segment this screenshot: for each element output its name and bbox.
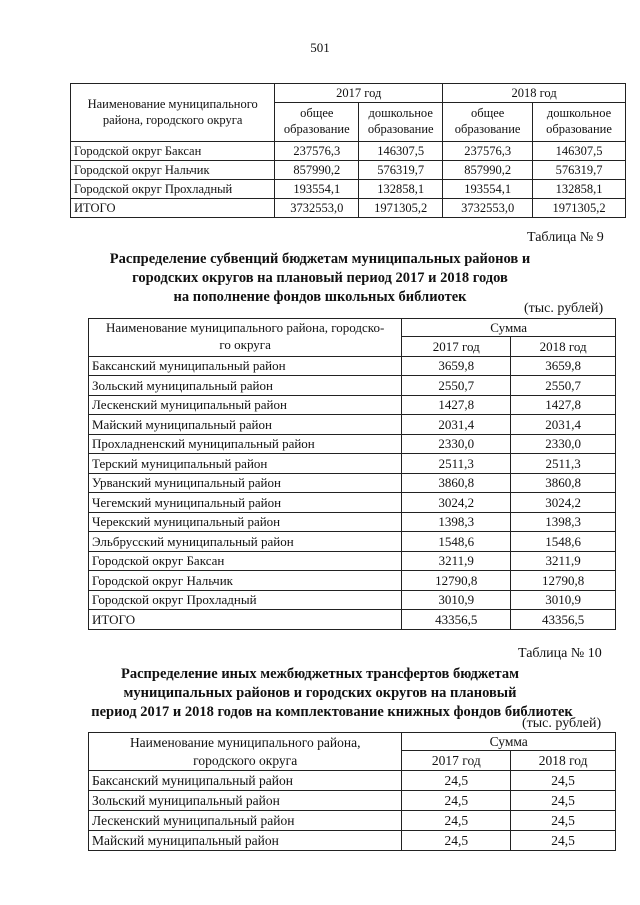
row-name: Городской округ Нальчик [71,161,275,180]
cell-value: 2511,3 [402,454,511,474]
cell-value: 1971305,2 [533,199,626,218]
table-number: Таблица № 9 [527,230,604,245]
cell-value: 24,5 [511,831,616,851]
cell-value: 3024,2 [402,493,511,513]
row-name: Городской округ Баксан [71,142,275,161]
row-name: Городской округ Нальчик [89,571,402,591]
cell-value: 24,5 [402,811,511,831]
header-line: го округа [219,337,271,353]
table-title-line: Распределение иных межбюджетных трансфертов бюджетам [121,666,519,682]
row-name: Городской округ Прохладный [71,180,275,199]
table-row [89,571,616,591]
row-name: Зольский муниципальный район [89,376,402,396]
cell-value: 146307,5 [533,142,626,161]
table-row [89,434,616,454]
table-row [89,493,616,513]
cell-value: 2031,4 [402,415,511,435]
table-row-total [71,199,626,218]
table-school-library-subventions [88,318,616,630]
cell-value: 3010,9 [511,590,616,610]
cell-value: 1398,3 [511,512,616,532]
row-name: ИТОГО [89,610,402,630]
cell-value: 237576,3 [443,142,533,161]
cell-value: 1398,3 [402,512,511,532]
column-header-preschool: дошкольное образование [359,103,443,142]
table-row [71,161,626,180]
column-header-year-2017: 2017 год [275,84,443,103]
table-row [71,142,626,161]
cell-value: 1548,6 [511,532,616,552]
cell-value: 3860,8 [402,473,511,493]
table-row [89,551,616,571]
table-row [89,356,616,376]
cell-value: 3860,8 [511,473,616,493]
cell-value: 576319,7 [359,161,443,180]
page-number: 501 [310,40,330,55]
cell-value: 1427,8 [402,395,511,415]
cell-value: 1971305,2 [359,199,443,218]
table-number: Таблица № 10 [518,646,602,661]
table-education-subventions [70,83,626,218]
column-header-name [89,733,402,771]
cell-value: 2550,7 [511,376,616,396]
cell-value: 132858,1 [359,180,443,199]
table-title-line: период 2017 и 2018 годов на комплектование книжных фондов библиотек [91,704,573,720]
column-header-year-2018: 2018 год [511,751,616,771]
header-line: городского округа [193,752,298,768]
column-header-general: общее образование [275,103,359,142]
row-name: Баксанский муниципальный район [89,356,402,376]
table-row [89,473,616,493]
cell-value: 24,5 [511,791,616,811]
table-row [89,771,616,791]
column-header-year-2018: 2018 год [443,84,626,103]
row-name: Городской округ Прохладный [89,590,402,610]
cell-value: 24,5 [511,771,616,791]
column-header-name [89,319,402,357]
cell-value: 12790,8 [511,571,616,591]
cell-value: 576319,7 [533,161,626,180]
header-line: Наименование муниципального района, [129,734,361,750]
table-title-line: городских округов на плановый период 2017 и 2018 годов [132,270,508,286]
table-row [89,395,616,415]
table-row [89,590,616,610]
cell-value: 24,5 [402,831,511,851]
cell-value: 3659,8 [402,356,511,376]
column-header-preschool: дошкольное образование [533,103,626,142]
table-row [89,415,616,435]
cell-value: 12790,8 [402,571,511,591]
table-title-line: Распределение субвенций бюджетам муниципальных районов и [109,251,531,267]
cell-value: 237576,3 [275,142,359,161]
cell-value: 857990,2 [443,161,533,180]
cell-value: 24,5 [402,791,511,811]
table-row [89,811,616,831]
table-row [71,180,626,199]
cell-value: 43356,5 [402,610,511,630]
row-name: Городской округ Баксан [89,551,402,571]
cell-value: 857990,2 [275,161,359,180]
units-label: (тыс. рублей) [522,716,602,731]
cell-value: 3732553,0 [443,199,533,218]
table-title-line: муниципальных районов и городских округов на плановый [123,685,517,701]
cell-value: 193554,1 [275,180,359,199]
cell-value: 1427,8 [511,395,616,415]
cell-value: 2031,4 [511,415,616,435]
table-title-line: на пополнение фондов школьных библиотек [173,289,467,305]
row-name: Урванский муниципальный район [89,473,402,493]
table-row [89,610,616,630]
cell-value: 24,5 [402,771,511,791]
cell-value: 43356,5 [511,610,616,630]
table-row [89,532,616,552]
column-header-name: Наименование муниципального района, городского округа [71,84,275,142]
cell-value: 1548,6 [402,532,511,552]
cell-value: 2550,7 [402,376,511,396]
cell-value: 2511,3 [511,454,616,474]
cell-value: 3010,9 [402,590,511,610]
units-label: (тыс. рублей) [524,301,604,316]
table-row [89,376,616,396]
cell-value: 3211,9 [402,551,511,571]
cell-value: 3732553,0 [275,199,359,218]
column-header-year-2017: 2017 год [402,337,511,357]
row-name: Черекский муниципальный район [89,512,402,532]
row-name: Прохладненский муниципальный район [89,434,402,454]
row-name: ИТОГО [71,199,275,218]
cell-value: 2330,0 [511,434,616,454]
header-line: Наименование муниципального района, городско- [106,320,385,336]
table-row [89,791,616,811]
cell-value: 24,5 [511,811,616,831]
row-name: Эльбрусский муниципальный район [89,532,402,552]
row-name: Баксанский муниципальный район [89,771,402,791]
cell-value: 2330,0 [402,434,511,454]
cell-value: 146307,5 [359,142,443,161]
row-name: Лескенский муниципальный район [89,811,402,831]
table-book-fund-transfers [88,732,616,851]
cell-value: 3024,2 [511,493,616,513]
column-header-year-2017: 2017 год [402,751,511,771]
row-name: Зольский муниципальный район [89,791,402,811]
row-name: Лескенский муниципальный район [89,395,402,415]
row-name: Чегемский муниципальный район [89,493,402,513]
table-row [89,454,616,474]
column-header-sum: Сумма [402,733,616,751]
column-header-general: общее образование [443,103,533,142]
table-row [89,831,616,851]
cell-value: 132858,1 [533,180,626,199]
column-header-year-2018: 2018 год [511,337,616,357]
table-row [89,512,616,532]
cell-value: 3211,9 [511,551,616,571]
row-name: Терский муниципальный район [89,454,402,474]
cell-value: 3659,8 [511,356,616,376]
row-name: Майский муниципальный район [89,415,402,435]
cell-value: 193554,1 [443,180,533,199]
row-name: Майский муниципальный район [89,831,402,851]
column-header-sum: Сумма [402,319,616,337]
